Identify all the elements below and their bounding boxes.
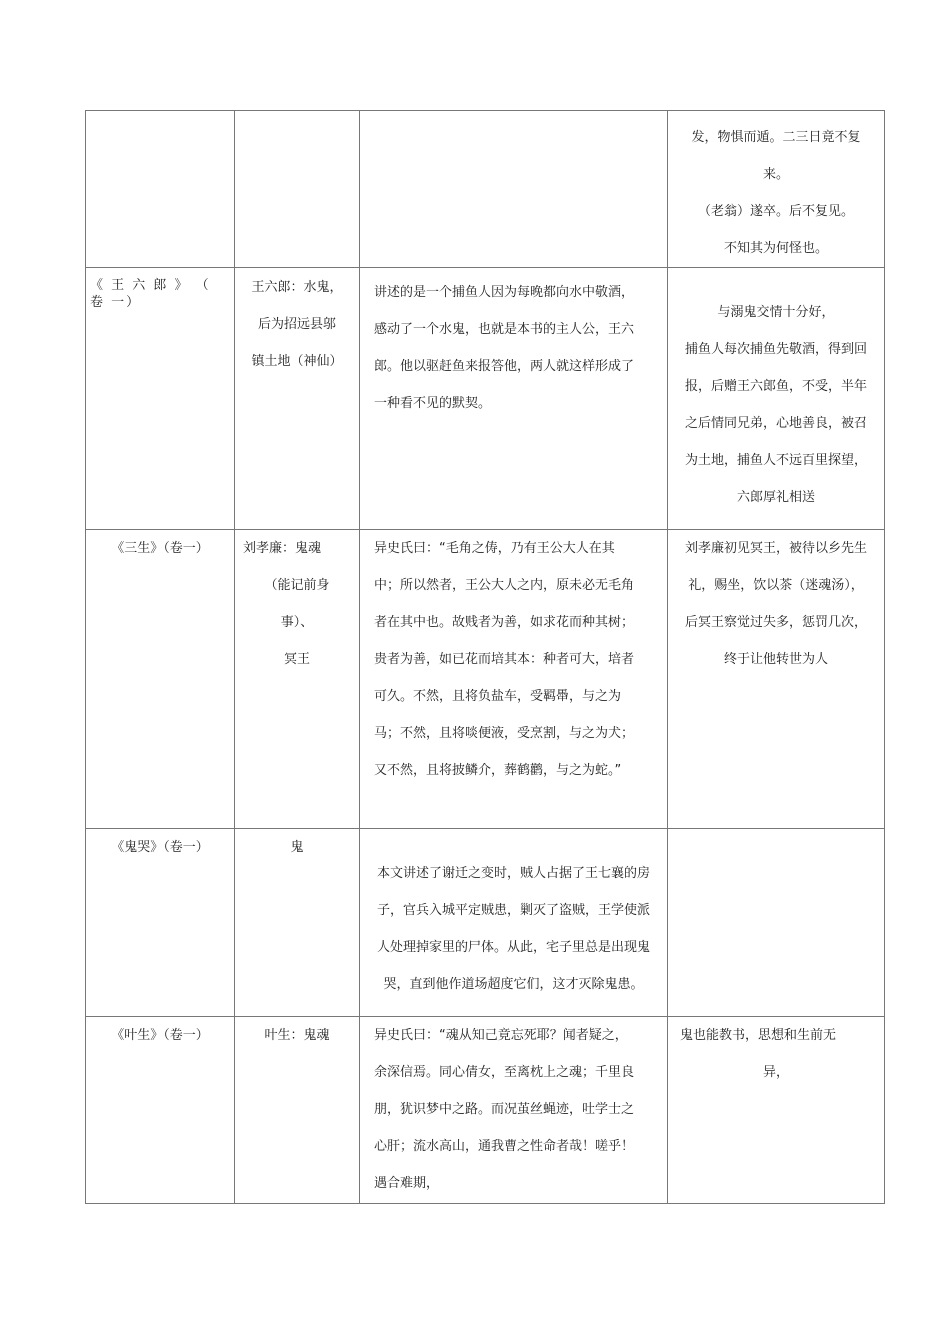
note-line: 鬼也能教书，思想和生前无 xyxy=(680,1028,837,1043)
summary-line: 子，官兵入城平定贼患，剿灭了盗贼，王学使派 xyxy=(376,903,650,918)
table-row xyxy=(86,268,885,530)
summary-line: 余深信焉。同心倩女，至离枕上之魂；千里良 xyxy=(374,1065,635,1080)
story-title: 《鬼哭》（卷一） xyxy=(111,840,209,855)
summary-line: 遇合难期， xyxy=(374,1176,440,1191)
title-cell xyxy=(86,1017,235,1204)
summary-line: 讲述的是一个捕鱼人因为每晚都向水中敬酒， xyxy=(374,285,635,300)
table-row xyxy=(86,111,885,268)
note-line: 与溺鬼交情十分好， xyxy=(717,305,835,320)
note-line: 发，物惧而遁。二三日竟不复 xyxy=(691,130,861,145)
summary-line: 异史氏曰：“魂从知己竟忘死耶？闻者疑之， xyxy=(374,1028,628,1043)
summary-cell xyxy=(360,530,668,829)
summary-line: 本文讲述了谢迁之变时，贼人占据了王七襄的房 xyxy=(376,866,650,881)
story-table xyxy=(85,110,885,1204)
note-line: 之后情同兄弟，心地善良，被召 xyxy=(684,416,867,431)
title-cell xyxy=(86,111,235,268)
character-line: 镇土地（神仙） xyxy=(251,354,343,369)
summary-line: 马；不然，且将啖便液，受烹割，与之为犬； xyxy=(374,726,635,741)
summary-line: 中；所以然者，王公大人之内，原未必无毛角 xyxy=(374,578,635,593)
summary-line: 感动了一个水鬼，也就是本书的主人公，王六 xyxy=(374,322,635,337)
summary-line: 又不然，且将披鳞介，葬鹤鹳，与之为蛇。” xyxy=(374,763,622,778)
table-row xyxy=(86,530,885,829)
notes-cell xyxy=(668,111,885,268)
note-line: 异， xyxy=(762,1065,789,1080)
notes-cell xyxy=(668,268,885,530)
summary-line: 哭，直到他作道场超度它们，这才灭除鬼患。 xyxy=(383,977,644,992)
character-line: 事）、 xyxy=(280,615,314,630)
note-line: 后冥王察觉过失多，惩罚几次， xyxy=(684,615,867,630)
character-line: （能记前身 xyxy=(264,578,330,593)
note-line: 捕鱼人每次捕鱼先敬酒，得到回 xyxy=(684,342,867,357)
character-line: 冥王 xyxy=(283,652,310,667)
note-line: （老翁）遂卒。后不复见。 xyxy=(697,204,854,219)
summary-line: 可久。不然，且将负盐车，受羁馽，与之为 xyxy=(374,689,622,704)
summary-cell xyxy=(360,829,668,1017)
notes-cell xyxy=(668,1017,885,1204)
character-line: 刘孝廉：鬼魂 xyxy=(243,541,322,556)
summary-cell xyxy=(360,1017,668,1204)
notes-cell xyxy=(668,829,885,1017)
summary-line: 一种看不见的默契。 xyxy=(374,396,492,411)
title-cell xyxy=(86,530,235,829)
summary-cell xyxy=(360,111,668,268)
note-line: 报，后赠王六郎鱼，不受，半年 xyxy=(684,379,867,394)
character-line: 后为招远县邬 xyxy=(257,317,336,332)
table-row xyxy=(86,829,885,1017)
note-line: 礼，赐坐，饮以茶（迷魂汤）， xyxy=(688,578,864,593)
characters-cell xyxy=(235,530,360,829)
summary-line: 郎。他以驱赶鱼来报答他，两人就这样形成了 xyxy=(374,359,635,374)
table-row xyxy=(86,1017,885,1204)
note-line: 终于让他转世为人 xyxy=(723,652,828,667)
summary-line: 者在其中也。故贱者为善，如求花而种其树； xyxy=(374,615,635,630)
summary-line: 人处理掉家里的尸体。从此，宅子里总是出现鬼 xyxy=(376,940,650,955)
character-line: 王六郎：水鬼， xyxy=(251,280,343,295)
characters-cell xyxy=(235,268,360,530)
note-line: 刘孝廉初见冥王，被待以乡先生 xyxy=(684,541,867,556)
note-line: 为土地，捕鱼人不远百里探望， xyxy=(684,453,867,468)
story-title: 《叶生》（卷一） xyxy=(111,1028,209,1043)
summary-line: 心肝；流水高山，通我曹之性命者哉！嗟乎！ xyxy=(374,1139,635,1154)
story-title: 《三生》（卷一） xyxy=(111,541,209,556)
characters-cell xyxy=(235,111,360,268)
character-line: 鬼 xyxy=(290,840,304,855)
title-cell xyxy=(86,829,235,1017)
summary-cell xyxy=(360,268,668,530)
notes-cell xyxy=(668,530,885,829)
note-line: 不知其为何怪也。 xyxy=(723,241,828,256)
summary-line: 异史氏曰：“毛角之俦，乃有王公大人在其 xyxy=(374,541,615,556)
story-title: 《 王 六 郎 》 （ 卷 一） xyxy=(90,278,211,310)
note-line: 六郎厚礼相送 xyxy=(736,490,815,505)
summary-line: 贵者为善，如已花而培其本：种者可大，培者 xyxy=(374,652,635,667)
characters-cell xyxy=(235,829,360,1017)
title-cell xyxy=(86,268,235,530)
character-line: 叶生：鬼魂 xyxy=(264,1028,330,1043)
note-line: 来。 xyxy=(762,167,789,182)
characters-cell xyxy=(235,1017,360,1204)
summary-line: 朋，犹识梦中之路。而况茧丝蝇迹，吐学士之 xyxy=(374,1102,635,1117)
